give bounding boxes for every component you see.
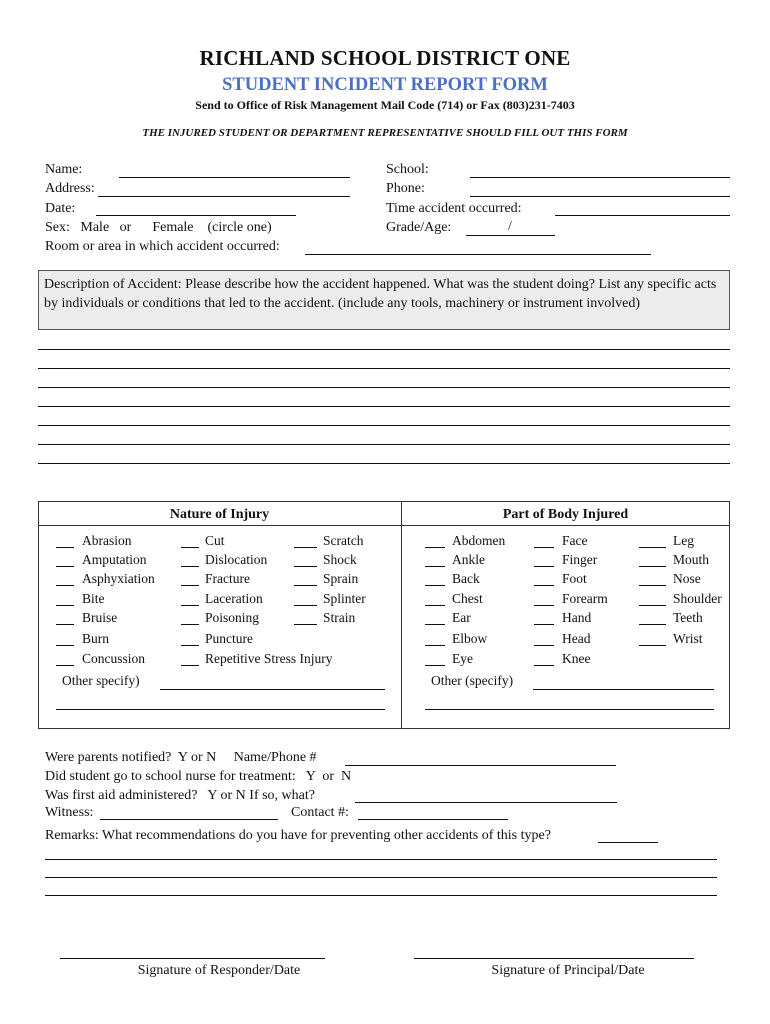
body-part-label: Knee	[562, 651, 591, 666]
instructions: THE INJURED STUDENT OR DEPARTMENT REPRESENTATIVE SHOULD FILL OUT THIS FORM	[142, 127, 628, 139]
nature-item-checkbox-blank[interactable]	[181, 605, 199, 606]
name-field[interactable]	[119, 177, 350, 178]
description-line[interactable]	[38, 349, 730, 350]
nature-item-label: Cut	[205, 533, 225, 548]
body-part-checkbox-blank[interactable]	[534, 605, 554, 606]
description-line[interactable]	[38, 463, 730, 464]
nature-other-label: Other specify)	[62, 673, 140, 688]
nature-item-label: Sprain	[323, 571, 359, 586]
nature-item-label: Bite	[82, 591, 105, 606]
body-part-checkbox-blank[interactable]	[425, 665, 445, 666]
grade-age-label: Grade/Age:	[386, 220, 452, 235]
nature-item-checkbox-blank[interactable]	[294, 605, 317, 606]
school-field[interactable]	[470, 177, 730, 178]
responder-signature-line[interactable]	[60, 958, 325, 959]
body-part-label: Wrist	[673, 631, 703, 646]
injury-table	[38, 501, 730, 729]
body-part-checkbox-blank[interactable]	[534, 585, 554, 586]
date-field[interactable]	[96, 215, 296, 216]
remarks-line[interactable]	[45, 877, 717, 878]
remarks-line[interactable]	[45, 895, 717, 896]
contact-field[interactable]	[358, 819, 508, 820]
address-label: Address:	[45, 181, 95, 196]
nature-item-label: Shock	[323, 552, 357, 567]
body-part-label: Hand	[562, 610, 592, 625]
body-part-checkbox-blank[interactable]	[639, 566, 666, 567]
principal-signature-line[interactable]	[414, 958, 694, 959]
body-part-label: Teeth	[673, 610, 703, 625]
remarks-line[interactable]	[45, 859, 717, 860]
witness-field[interactable]	[100, 819, 278, 820]
body-part-checkbox-blank[interactable]	[425, 547, 445, 548]
district-title: RICHLAND SCHOOL DISTRICT ONE	[199, 46, 571, 70]
body-part-label: Face	[562, 533, 588, 548]
body-part-label: Shoulder	[673, 591, 722, 606]
parent-name-phone-field[interactable]	[345, 765, 616, 766]
nature-item-checkbox-blank[interactable]	[181, 665, 199, 666]
body-part-checkbox-blank[interactable]	[639, 645, 666, 646]
room-label: Room or area in which accident occurred:	[45, 239, 280, 254]
first-aid-field[interactable]	[355, 802, 617, 803]
nature-item-label: Puncture	[205, 631, 253, 646]
body-part-label: Leg	[673, 533, 694, 548]
address-field[interactable]	[98, 196, 350, 197]
body-part-title: Part of Body Injured	[502, 507, 629, 522]
description-line[interactable]	[38, 368, 730, 369]
nature-item-checkbox-blank[interactable]	[56, 665, 74, 666]
body-part-label: Eye	[452, 651, 473, 666]
phone-label: Phone:	[386, 181, 425, 196]
body-part-checkbox-blank[interactable]	[534, 645, 554, 646]
body-part-checkbox-blank[interactable]	[425, 585, 445, 586]
body-part-label: Mouth	[673, 552, 710, 567]
nature-item-checkbox-blank[interactable]	[181, 624, 199, 625]
body-part-label: Head	[562, 631, 591, 646]
nature-item-checkbox-blank[interactable]	[56, 605, 74, 606]
body-part-checkbox-blank[interactable]	[534, 665, 554, 666]
body-part-checkbox-blank[interactable]	[639, 605, 666, 606]
nature-item-checkbox-blank[interactable]	[294, 547, 317, 548]
body-other-field-2[interactable]	[425, 709, 714, 710]
phone-field[interactable]	[470, 196, 730, 197]
body-part-checkbox-blank[interactable]	[425, 645, 445, 646]
nature-item-checkbox-blank[interactable]	[56, 585, 74, 586]
nature-of-injury-title: Nature of Injury	[169, 507, 270, 522]
nature-item-checkbox-blank[interactable]	[181, 585, 199, 586]
nature-item-label: Laceration	[205, 591, 263, 606]
nature-other-field[interactable]	[160, 689, 385, 690]
body-other-field[interactable]	[533, 689, 714, 690]
body-other-label: Other (specify)	[431, 673, 514, 688]
injury-table-header-rule	[38, 525, 730, 526]
form-title: STUDENT INCIDENT REPORT FORM	[222, 75, 548, 95]
nature-item-label: Burn	[82, 631, 109, 646]
first-aid-label: Was first aid administered? Y or N If so, what?	[45, 788, 315, 803]
send-to-note: Send to Office of Risk Management Mail Code (714) or Fax (803)231-7403	[195, 98, 575, 112]
witness-label: Witness:	[45, 805, 94, 820]
body-part-label: Chest	[452, 591, 483, 606]
nature-item-label: Asphyxiation	[82, 571, 155, 586]
body-part-checkbox-blank[interactable]	[639, 547, 666, 548]
room-field[interactable]	[305, 254, 651, 255]
nature-item-checkbox-blank[interactable]	[56, 624, 74, 625]
date-label: Date:	[45, 201, 76, 216]
school-label: School:	[386, 162, 429, 177]
body-part-label: Nose	[673, 571, 701, 586]
principal-signature-label: Signature of Principal/Date	[491, 963, 645, 978]
nature-item-checkbox-blank[interactable]	[56, 566, 74, 567]
body-part-label: Foot	[562, 571, 587, 586]
nurse-question[interactable]: Did student go to school nurse for treatment: Y or N	[45, 769, 352, 784]
nature-item-label: Concussion	[82, 651, 146, 666]
nature-item-label: Repetitive Stress Injury	[205, 651, 333, 666]
description-line[interactable]	[38, 387, 730, 388]
body-part-label: Ear	[452, 610, 471, 625]
description-line[interactable]	[38, 444, 730, 445]
time-label: Time accident occurred:	[386, 201, 522, 216]
nature-item-checkbox-blank[interactable]	[181, 645, 199, 646]
nature-item-label: Bruise	[82, 610, 118, 625]
description-line[interactable]	[38, 425, 730, 426]
description-prompt: Description of Accident: Please describe how the accident happened. What was the student doing? List any specific acts by individuals or conditions that led to the accident. (include any tools, machinery or instrument involved)	[44, 277, 717, 311]
contact-label: Contact #:	[291, 805, 349, 820]
remarks-label: Remarks: What recommendations do you have for preventing other accidents of this type?	[45, 828, 551, 843]
nature-item-label: Strain	[323, 610, 356, 625]
nature-item-label: Amputation	[82, 552, 147, 567]
body-part-label: Back	[452, 571, 480, 586]
body-part-label: Ankle	[452, 552, 485, 567]
nature-item-checkbox-blank[interactable]	[181, 566, 199, 567]
parents-notified-label: Were parents notified? Y or N Name/Phone #	[45, 750, 317, 765]
grade-age-field[interactable]	[466, 235, 555, 236]
nature-item-label: Fracture	[205, 571, 250, 586]
body-part-label: Forearm	[562, 591, 608, 606]
nature-item-label: Dislocation	[205, 552, 268, 567]
body-part-checkbox-blank[interactable]	[425, 605, 445, 606]
body-part-checkbox-blank[interactable]	[534, 547, 554, 548]
body-part-checkbox-blank[interactable]	[425, 624, 445, 625]
nature-item-checkbox-blank[interactable]	[294, 566, 317, 567]
body-part-checkbox-blank[interactable]	[639, 624, 666, 625]
description-line[interactable]	[38, 406, 730, 407]
nature-item-checkbox-blank[interactable]	[181, 547, 199, 548]
time-field[interactable]	[555, 215, 730, 216]
remarks-field[interactable]	[598, 842, 658, 843]
body-part-checkbox-blank[interactable]	[534, 624, 554, 625]
nature-item-label: Splinter	[323, 591, 366, 606]
nature-item-label: Poisoning	[205, 610, 260, 625]
body-part-checkbox-blank[interactable]	[425, 566, 445, 567]
body-part-checkbox-blank[interactable]	[534, 566, 554, 567]
sex-field[interactable]: Sex: Male or Female (circle one)	[45, 220, 272, 235]
grade-age-separator: /	[508, 219, 512, 234]
nature-item-checkbox-blank[interactable]	[56, 645, 74, 646]
nature-item-checkbox-blank[interactable]	[56, 547, 74, 548]
nature-item-checkbox-blank[interactable]	[294, 624, 317, 625]
name-label: Name:	[45, 162, 83, 177]
nature-other-field-2[interactable]	[56, 709, 385, 710]
nature-item-checkbox-blank[interactable]	[294, 585, 317, 586]
responder-signature-label: Signature of Responder/Date	[137, 963, 301, 978]
body-part-checkbox-blank[interactable]	[639, 585, 666, 586]
body-part-label: Abdomen	[452, 533, 506, 548]
body-part-label: Elbow	[452, 631, 488, 646]
injury-table-divider	[401, 501, 402, 729]
nature-item-label: Scratch	[323, 533, 364, 548]
body-part-label: Finger	[562, 552, 598, 567]
nature-item-label: Abrasion	[82, 533, 132, 548]
